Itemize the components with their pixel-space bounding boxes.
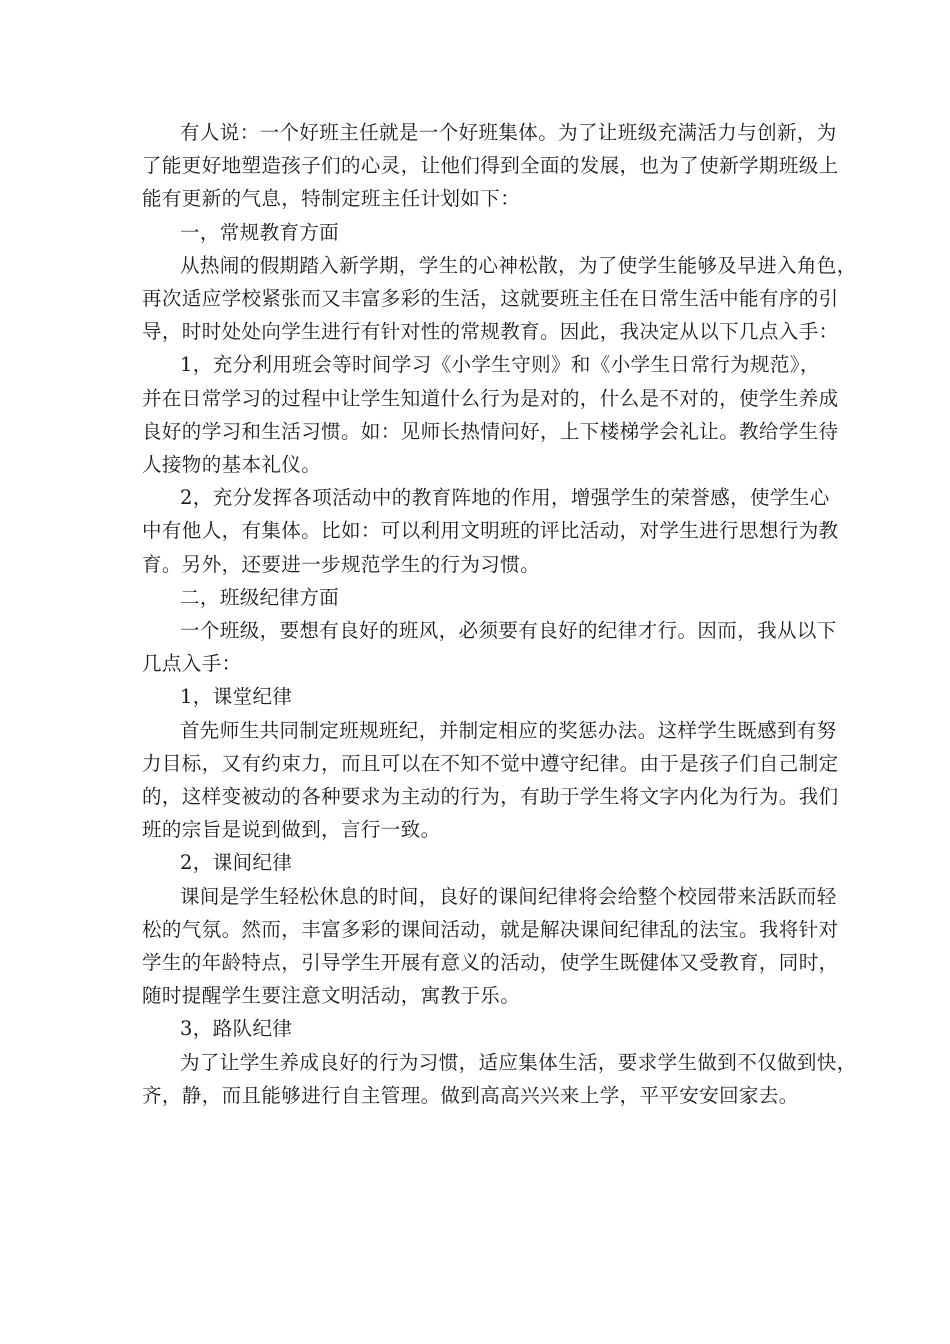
paragraph-subheading-1 [142, 680, 812, 713]
text-line: 2，课间纪律 [180, 851, 293, 875]
text-line: 学生的年龄特点，引导学生开展有意义的活动，使学生既健体又受教育，同时， [142, 951, 839, 975]
text-line: 班的宗旨是说到做到，言行一致。 [142, 818, 441, 842]
text-line: 良好的学习和生活习惯。如：见师长热情问好，上下楼梯学会礼让。教给学生待 [142, 419, 839, 443]
text-line: 首先师生共同制定班规班纪，并制定相应的奖惩办法。这样学生既感到有努 [180, 718, 837, 742]
paragraph-classroom [142, 714, 839, 847]
text-line: 的，这样变被动的各种要求为主动的行为，有助于学生将文字内化为行为。我们 [142, 785, 839, 809]
text-line: 了能更好地塑造孩子们的心灵，让他们得到全面的发展，也为了使新学期班级上 [142, 154, 839, 178]
text-line: 一个班级，要想有良好的班风，必须要有良好的纪律才行。因而，我从以下 [180, 619, 837, 643]
paragraph-recess [142, 880, 839, 1013]
text-line: 能有更新的气息，特制定班主任计划如下： [142, 187, 521, 211]
text-line: 课间是学生轻松休息的时间，良好的课间纪律将会给整个校园带来活跃而轻 [180, 884, 837, 908]
text-line: 从热闹的假期踏入新学期，学生的心神松散，为了使学生能够及早进入角色， [180, 253, 857, 277]
text-line: 并在日常学习的过程中让学生知道什么行为是对的，什么是不对的，使学生养成 [142, 386, 839, 410]
text-line: 2，充分发挥各项活动中的教育阵地的作用，增强学生的荣誉感，使学生心 [180, 486, 830, 510]
text-line: 导，时时处处向学生进行有针对性的常规教育。因此，我决定从以下几点入手： [142, 320, 839, 344]
document-body [142, 116, 857, 1112]
text-line: 中有他人，有集体。比如：可以利用文明班的评比活动，对学生进行思想行为教 [142, 519, 839, 543]
text-line: 为了让学生养成良好的行为习惯，适应集体生活，要求学生做到不仅做到快， [180, 1050, 857, 1074]
paragraph-routine-intro [142, 249, 857, 349]
paragraph-heading-2 [142, 581, 812, 614]
text-line: 松的气氛。然而，丰富多彩的课间活动，就是解决课间纪律乱的法宝。我将针对 [142, 917, 839, 941]
text-line: 1，充分利用班会等时间学习《小学生守则》和《小学生日常行为规范》， [180, 353, 820, 377]
text-line: 齐，静，而且能够进行自主管理。做到高高兴兴来上学，平平安安回家去。 [142, 1083, 799, 1107]
text-line: 一，常规教育方面 [180, 220, 340, 244]
text-line: 二，班级纪律方面 [180, 585, 340, 609]
text-line: 力目标，又有约束力，而且可以在不知不觉中遵守纪律。由于是孩子们自己制定 [142, 751, 839, 775]
paragraph-queue [142, 1046, 857, 1112]
text-line: 1，课堂纪律 [180, 685, 293, 709]
text-line: 3，路队纪律 [180, 1017, 293, 1041]
paragraph-discipline-intro [142, 614, 837, 680]
text-line: 有人说：一个好班主任就是一个好班集体。为了让班级充满活力与创新，为 [180, 121, 837, 144]
text-line: 随时提醒学生要注意文明活动，寓教于乐。 [142, 984, 521, 1008]
text-line: 人接物的基本礼仪。 [142, 453, 322, 477]
paragraph-subheading-2 [142, 846, 812, 879]
paragraph-intro [142, 116, 839, 216]
text-line: 育。另外，还要进一步规范学生的行为习惯。 [142, 552, 541, 576]
paragraph-heading-1 [142, 216, 812, 249]
paragraph-routine-1 [142, 348, 839, 481]
text-line: 再次适应学校紧张而又丰富多彩的生活，这就要班主任在日常生活中能有序的引 [142, 287, 839, 311]
paragraph-routine-2 [142, 481, 839, 581]
text-line: 几点入手： [142, 652, 242, 676]
paragraph-subheading-3 [142, 1012, 812, 1045]
